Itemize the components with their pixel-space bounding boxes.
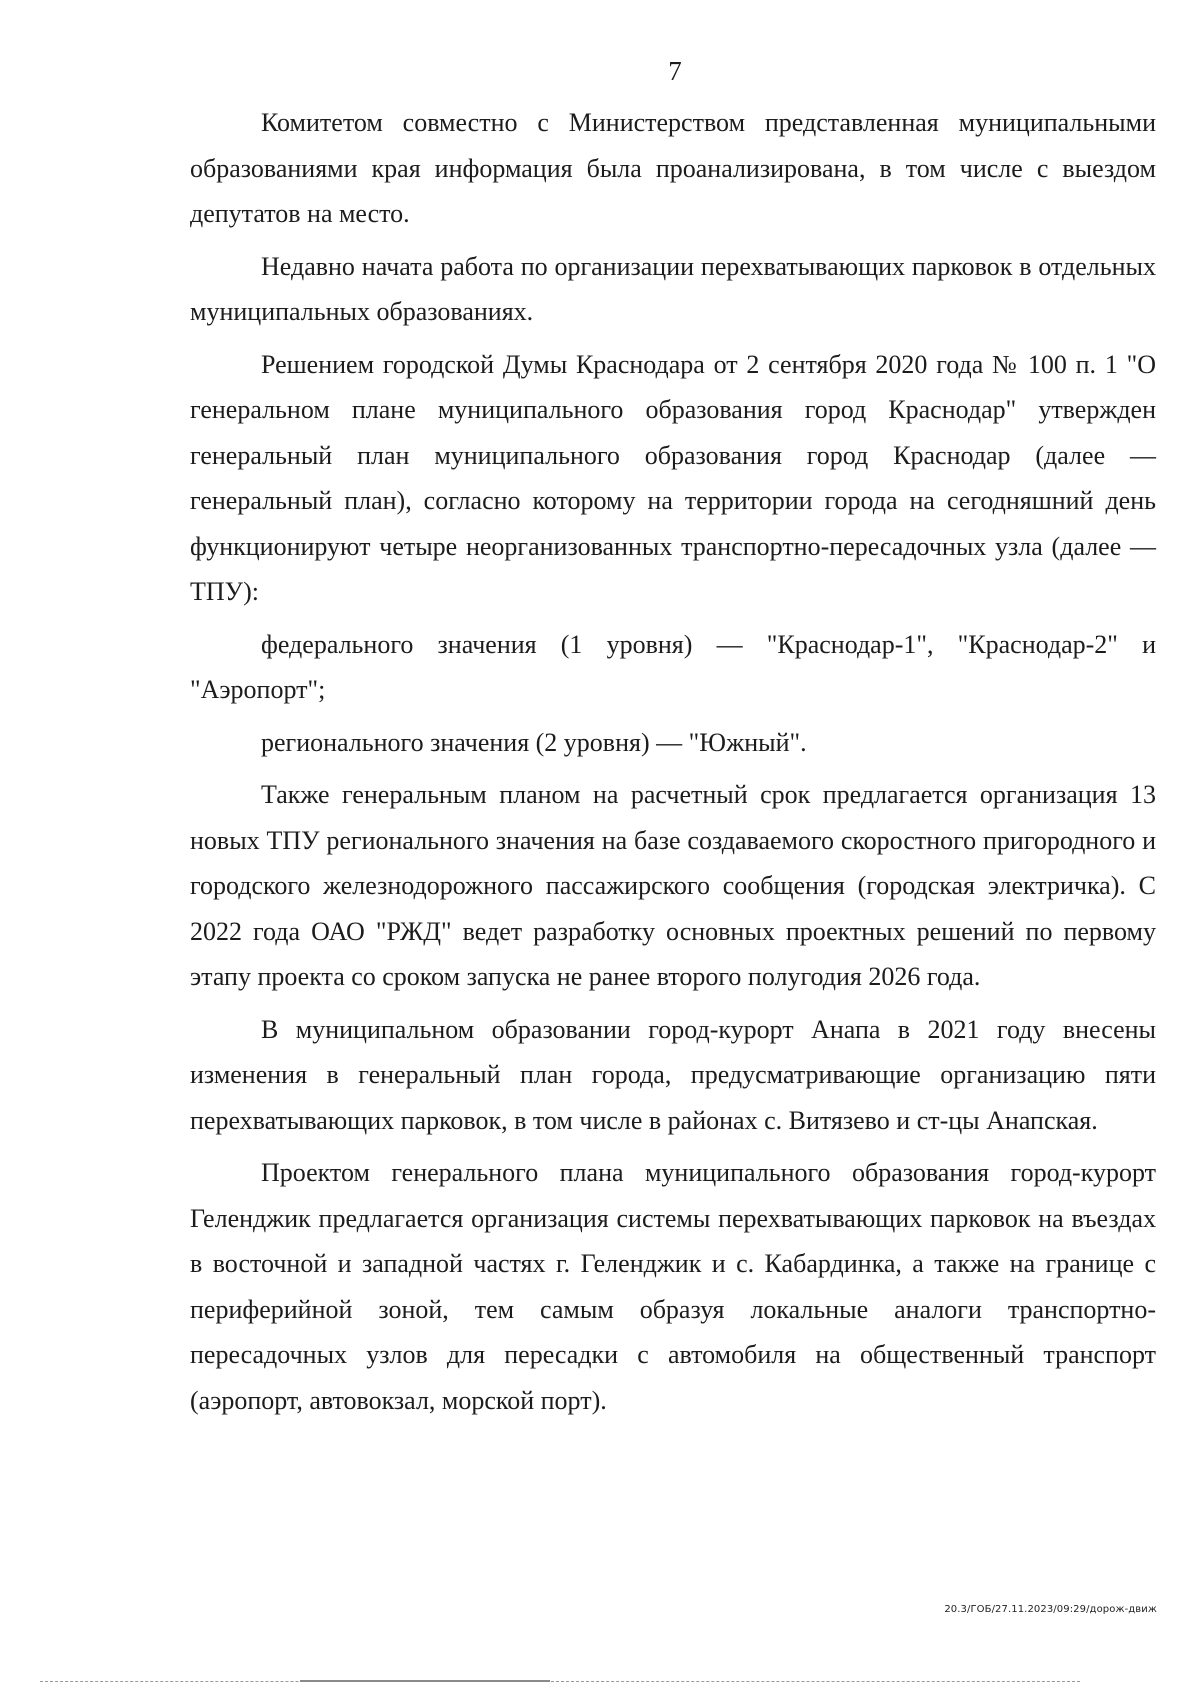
- paragraph: федерального значения (1 уровня) — "Краснодар-1", "Краснодар-2" и "Аэропорт";: [190, 629, 1156, 704]
- paragraph: Также генеральным планом на расчетный срок предлагается организация 13 новых ТПУ регионального значения на базе создаваемого скоростного пригородного и городского железнодорожного пассажирского сообщения (городская электричка). С 2022 года ОАО "РЖД" ведет разработку основных проектных решений по первому этапу проекта со сроком запуска не ранее второго полугодия 2026 года.: [190, 780, 1156, 991]
- paragraph: Комитетом совместно с Министерством представленная муниципальными образованиями края информация была проанализирована, в том числе с выездом депутатов на место.: [190, 108, 1156, 228]
- document-footer-code: 20.3/ГОБ/27.11.2023/09:29/дорож-движ: [944, 1604, 1157, 1615]
- scan-artifact-line: [300, 1680, 550, 1682]
- paragraph: В муниципальном образовании город-курорт Анапа в 2021 году внесены изменения в генеральный план города, предусматривающие организацию пяти перехватывающих парковок, в том числе в районах с. Витязево и ст-цы Анапская.: [190, 1014, 1156, 1135]
- paragraph: Недавно начата работа по организации перехватывающих парковок в отдельных муниципальных образованиях.: [190, 251, 1156, 326]
- page-number: 7: [668, 56, 682, 86]
- paragraph: Проектом генерального плана муниципального образования город-курорт Геленджик предлагается организация системы перехватывающих парковок на въездах в восточной и западной частях г. Геленджик и с. Кабардинка, а также на границе с периферийной зоной, тем самым образуя локальные аналоги транспортно-пересадочных узлов для пересадки с автомобиля на общественный транспорт (аэропорт, автовокзал, морской порт).: [190, 1158, 1156, 1415]
- scan-artifact-line: [40, 1681, 1080, 1682]
- document-body: [190, 100, 1156, 1423]
- paragraph: регионального значения (2 уровня) — "Южный".: [261, 727, 807, 757]
- paragraph: Решением городской Думы Краснодара от 2 сентября 2020 года № 100 п. 1 "О генеральном плане муниципального образования город Краснодар" утвержден генеральный план муниципального образования город Краснодар (далее — генеральный план), согласно которому на территории города на сегодняшний день функционируют четыре неорганизованных транспортно-пересадочных узла (далее — ТПУ):: [190, 349, 1156, 606]
